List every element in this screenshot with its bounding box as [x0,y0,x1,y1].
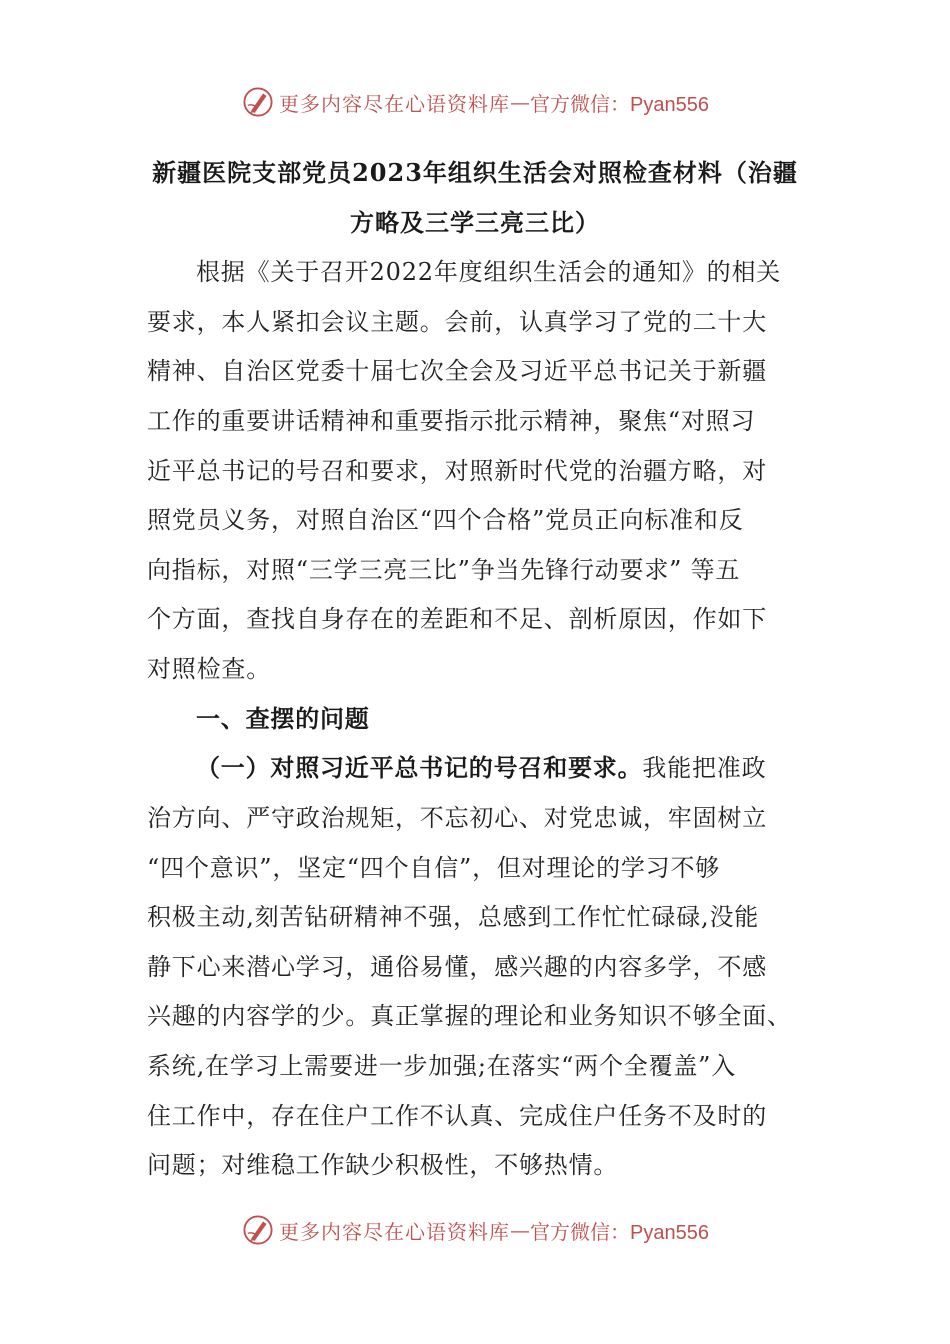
banner-wechat: 官方微信：Pyan556 [530,1221,709,1244]
intro-line: 根据《关于召开2022年度组织生活会的通知》的相关 [196,258,782,286]
intro-line: 精神、自治区党委十届七次全会及习近平总书记关于新疆 [147,357,767,385]
intro-line: 照党员义务，对照自治区“四个合格”党员正向标准和反 [147,506,744,534]
intro-line: 近平总书记的号召和要求，对照新时代党的治疆方略，对 [147,457,767,485]
document-title-line-1: 新疆医院支部党员2023年组织生活会对照检查材料（治疆 [152,158,798,187]
intro-line: 个方面，查找自身存在的差距和不足、剖析原因，作如下 [147,605,767,633]
body-line: 问题；对维稳工作缺少积极性，不够热情。 [147,1151,619,1179]
pen-nib-icon [241,1213,275,1247]
intro-line: 向指标，对照“三学三亮三比”争当先锋行动要求” 等五 [147,556,741,584]
intro-line: 对照检查。 [147,655,271,683]
body-line: 住工作中，存在住户工作不认真、完成住户任务不及时的 [147,1102,767,1130]
pen-nib-icon [241,85,275,119]
body-line: 系统,在学习上需要进一步加强;在落实“两个全覆盖”入 [147,1052,737,1080]
body-line: 治方向、严守政治规矩，不忘初心、对党忠诚，牢固树立 [147,804,767,832]
intro-line: 要求，本人紧扣会议主题。会前，认真学习了党的二十大 [147,308,767,336]
header-banner [0,82,950,122]
body-line: 积极主动,刻苦钻研精神不强，总感到工作忙忙碌碌,没能 [147,903,760,931]
banner-separator: — [510,90,531,114]
banner-text: 更多内容尽在心语资料库 [279,1219,511,1244]
section-heading: 一、查摆的问题 [196,704,370,733]
subsection-heading: （一）对照习近平总书记的号召和要求。 [196,753,643,782]
subsection-first-line [196,743,856,793]
banner-text: 更多内容尽在心语资料库 [279,91,511,116]
banner-separator: — [510,1218,531,1242]
body-line: “四个意识”，坚定“四个自信”，但对理论的学习不够 [147,854,721,882]
document-title-line-2: 方略及三学三亮三比） [350,208,600,237]
banner-wechat: 官方微信：Pyan556 [530,93,709,116]
subsection-text: 我能把准政 [642,754,767,782]
body-line: 兴趣的内容学的少。真正掌握的理论和业务知识不够全面、 [147,1002,792,1030]
body-line: 静下心来潜心学习，通俗易懂，感兴趣的内容多学，不感 [147,953,767,981]
intro-line: 工作的重要讲话精神和重要指示批示精神，聚焦“对照习 [147,407,756,435]
footer-banner [0,1210,950,1250]
